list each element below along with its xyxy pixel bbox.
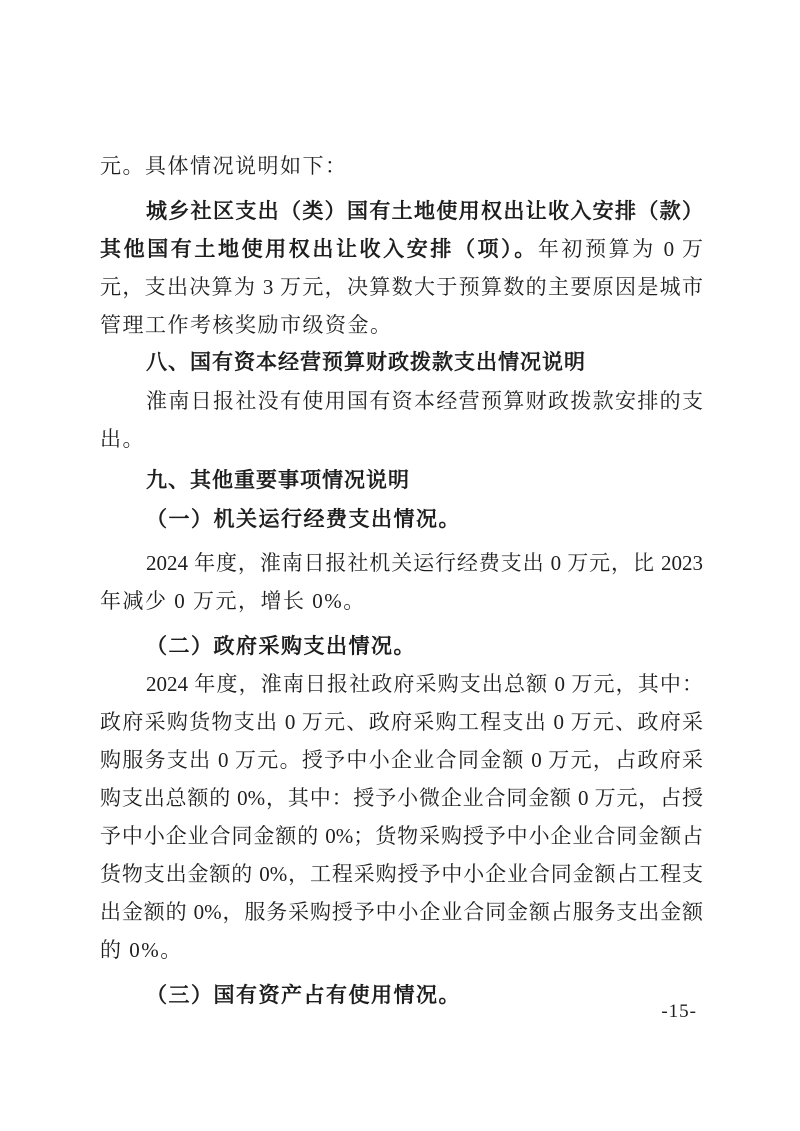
body-text-segment: 年初预算为 0 万 [537, 237, 703, 261]
bold-subentry-title-continuation: 其他国有土地使用权出让收入安排（项）。 [100, 237, 538, 261]
body-line: 淮南日报社没有使用国有资本经营预算财政拨款安排的支 [146, 389, 703, 413]
body-line: 管理工作考核奖励市级资金。 [100, 313, 393, 337]
body-line: 元，支出决算为 3 万元，决算数大于预算数的主要原因是城市 [100, 275, 703, 299]
subsection-heading-one: （一）机关运行经费支出情况。 [146, 507, 461, 531]
subsection-heading-two: （二）政府采购支出情况。 [146, 634, 416, 658]
section-heading-nine: 九、其他重要事项情况说明 [146, 469, 410, 492]
bold-subentry-title-line: 城乡社区支出（类）国有土地使用权出让收入安排（款） [146, 199, 703, 223]
body-line: 出金额的 0%，服务采购授予中小企业合同金额占服务支出金额 [100, 900, 703, 924]
body-line: 年减少 0 万元，增长 0%。 [100, 589, 366, 613]
body-line: 购支出总额的 0%，其中：授予小微企业合同金额 0 万元，占授 [100, 786, 703, 810]
document-body [100, 147, 703, 1014]
body-line: 货物支出金额的 0%，工程采购授予中小企业合同金额占工程支 [100, 862, 703, 886]
body-line: 2024 年度，淮南日报社机关运行经费支出 0 万元，比 2023 [146, 551, 703, 575]
subsection-heading-three: （三）国有资产占有使用情况。 [146, 983, 461, 1007]
body-line: 元。具体情况说明如下： [100, 154, 348, 178]
body-line-mixed [100, 230, 703, 268]
body-line: 的 0%。 [100, 938, 183, 962]
page-number: -15- [661, 1001, 697, 1022]
body-line: 2024 年度，淮南日报社政府采购支出总额 0 万元，其中： [146, 672, 703, 696]
body-line: 购服务支出 0 万元。授予中小企业合同金额 0 万元，占政府采 [100, 748, 703, 772]
body-line: 予中小企业合同金额的 0%；货物采购授予中小企业合同金额占 [100, 824, 703, 848]
body-line: 政府采购货物支出 0 万元、政府采购工程支出 0 万元、政府采 [100, 710, 703, 734]
section-heading-eight: 八、国有资本经营预算财政拨款支出情况说明 [146, 351, 586, 374]
body-line: 出。 [100, 427, 145, 451]
